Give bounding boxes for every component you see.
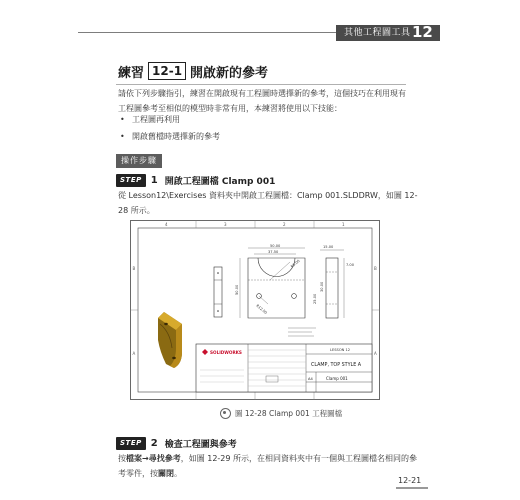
dim-label: 25.00 bbox=[313, 293, 317, 304]
border-label: 2 bbox=[283, 222, 286, 227]
lesson-label: LESSON 12 bbox=[330, 348, 351, 352]
skill-item bbox=[120, 131, 220, 143]
dim-label: R12.50 bbox=[255, 303, 268, 315]
dim-label: 50.00 bbox=[270, 244, 281, 248]
skill-label: 開啟舊檔時選擇新的參考 bbox=[132, 132, 220, 141]
step-title: 開啟工程圖檔 Clamp 001 bbox=[164, 177, 276, 187]
clamp-drawing-figure bbox=[130, 220, 380, 400]
part-number: Clamp 001 bbox=[326, 376, 348, 381]
border-label: B bbox=[132, 266, 136, 271]
step-heading bbox=[116, 174, 275, 187]
bullet-icon: • bbox=[120, 115, 125, 124]
bullet-icon: • bbox=[120, 132, 125, 141]
exercise-name: 開啟新的參考 bbox=[190, 65, 269, 81]
sheet-size: A4 bbox=[308, 377, 313, 381]
step-text: 。 bbox=[174, 469, 182, 478]
exercise-prefix: 練習 bbox=[118, 65, 145, 81]
step-badge: STEP bbox=[116, 437, 146, 450]
step-number: 2 bbox=[150, 438, 158, 449]
border-label: 3 bbox=[224, 222, 227, 227]
step-text: 按 bbox=[118, 454, 126, 463]
header-rule bbox=[78, 32, 346, 33]
step-body: 從 Lesson12\Exercises 資料夾中開啟工程圖檔：Clamp 001.SLDDRW，如圖 12-28 所示。 bbox=[118, 191, 418, 215]
exercise-title bbox=[118, 60, 268, 82]
exercise-number: 12-1 bbox=[148, 62, 186, 80]
step-title: 檢查工程圖與參考 bbox=[164, 440, 237, 450]
intro-paragraph: 請依下列步驟指引，練習在開啟現有工程圖時選擇新的參考，這個技巧在利用現有工程圖參考至相似的模型時非常有用，本練習將使用以下技能： bbox=[118, 89, 406, 113]
step-number: 1 bbox=[150, 175, 158, 186]
step-body bbox=[118, 451, 418, 481]
solidworks-logo-text: SOLIDWORKS bbox=[210, 350, 242, 355]
dim-label: 30.00 bbox=[320, 281, 324, 292]
border-label: 1 bbox=[342, 222, 345, 227]
page-number: 12-21 bbox=[398, 476, 422, 485]
border-label: A bbox=[374, 351, 377, 356]
close-command: 關閉 bbox=[158, 469, 174, 478]
skill-item bbox=[120, 114, 180, 126]
step-text: ，如圖 12-29 所示，在相同資料夾中有一個與工程圖檔名相同的參考零件，按 bbox=[118, 454, 418, 478]
step-heading bbox=[116, 437, 237, 450]
dim-label: R5.00 bbox=[290, 258, 301, 269]
dim-label: 7.00 bbox=[346, 263, 355, 267]
step-badge: STEP bbox=[116, 174, 146, 187]
border-label: A bbox=[132, 351, 136, 356]
part-title: CLAMP, TOP STYLE A bbox=[311, 363, 362, 368]
chapter-number: 12 bbox=[412, 23, 433, 41]
border-label: B bbox=[374, 266, 377, 271]
dim-label: 50.00 bbox=[235, 284, 239, 295]
menu-path: 檔案→尋找參考 bbox=[126, 454, 181, 463]
section-label: 操作步驟 bbox=[116, 154, 162, 168]
footer-rule bbox=[396, 487, 428, 489]
skill-label: 工程圖再利用 bbox=[132, 115, 180, 124]
title-underline bbox=[116, 84, 406, 85]
figure-caption-text: 圖 12-28 Clamp 001 工程圖檔 bbox=[235, 409, 343, 418]
border-label: 4 bbox=[165, 222, 168, 227]
title-block bbox=[196, 344, 372, 392]
chapter-title: 其他工程圖工具 bbox=[344, 28, 411, 38]
dim-label: 37.50 bbox=[268, 250, 279, 254]
figure-caption bbox=[220, 408, 342, 419]
dim-label: 15.00 bbox=[323, 245, 334, 249]
figure-icon bbox=[220, 408, 231, 419]
